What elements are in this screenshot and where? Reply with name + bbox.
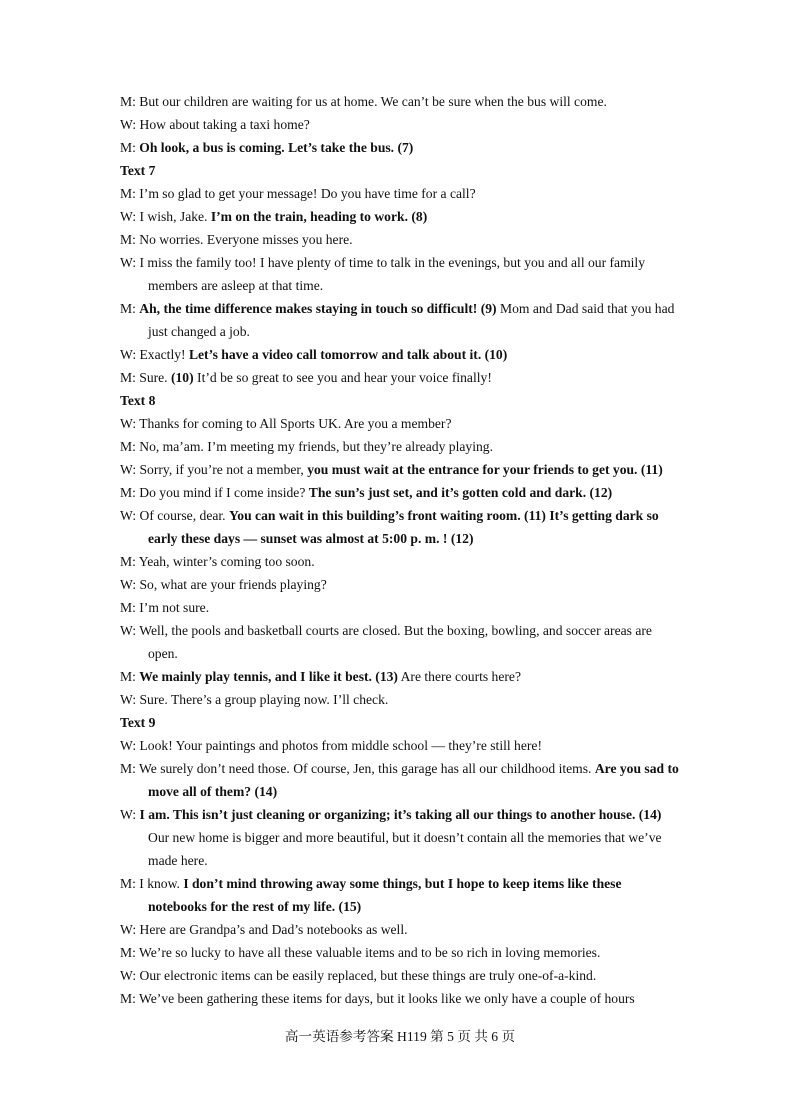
dialogue-text: W: Look! Your paintings and photos from middle school — they’re still here! bbox=[120, 738, 542, 753]
dialogue-line bbox=[120, 228, 682, 251]
dialogue-text: W: Well, the pools and basketball courts are closed. But the boxing, bowling, and soccer areas are open. bbox=[120, 623, 652, 661]
dialogue-line bbox=[120, 619, 682, 665]
dialogue-text: W: Of course, dear. bbox=[120, 508, 229, 523]
dialogue-line bbox=[120, 90, 682, 113]
dialogue-text: Mom and Dad said that you had just changed a job. bbox=[148, 301, 675, 339]
dialogue-line bbox=[120, 987, 682, 1010]
answer-evidence-text: Are you sad to move all of them? (14) bbox=[148, 761, 679, 799]
answer-evidence-text: I don’t mind throwing away some things, but I hope to keep items like these notebooks for the rest of my life. (15) bbox=[148, 876, 622, 914]
answer-evidence-text: you must wait at the entrance for your friends to get you. (11) bbox=[307, 462, 663, 477]
answer-evidence-text: The sun’s just set, and it’s gotten cold and dark. (12) bbox=[308, 485, 613, 500]
dialogue-text: It’d be so great to see you and hear your voice finally! bbox=[193, 370, 492, 385]
dialogue-line bbox=[120, 734, 682, 757]
dialogue-text: M: But our children are waiting for us at home. We can’t be sure when the bus will come. bbox=[120, 94, 607, 109]
dialogue-text: W: Thanks for coming to All Sports UK. Are you a member? bbox=[120, 416, 452, 431]
dialogue-line bbox=[120, 366, 682, 389]
dialogue-line bbox=[120, 964, 682, 987]
dialogue-text: Are there courts here? bbox=[397, 669, 521, 684]
dialogue-text: M: Yeah, winter’s coming too soon. bbox=[120, 554, 315, 569]
dialogue-text: W: Sure. There’s a group playing now. I’ll check. bbox=[120, 692, 389, 707]
dialogue-line bbox=[120, 665, 682, 688]
dialogue-text: W: Here are Grandpa’s and Dad’s notebooks as well. bbox=[120, 922, 408, 937]
dialogue-line bbox=[120, 550, 682, 573]
dialogue-line bbox=[120, 435, 682, 458]
dialogue-text: M: I’m not sure. bbox=[120, 600, 210, 615]
dialogue-text: M: Do you mind if I come inside? bbox=[120, 485, 309, 500]
answer-evidence-text: Text 7 bbox=[120, 163, 156, 178]
dialogue-line bbox=[120, 573, 682, 596]
transcript-body bbox=[120, 90, 682, 1010]
section-heading bbox=[120, 711, 682, 734]
dialogue-text: W: Sorry, if you’re not a member, bbox=[120, 462, 308, 477]
answer-evidence-text: You can wait in this building’s front waiting room. (11) It’s getting dark so early these days — sunset was almost at 5:00 p. m. ! (12) bbox=[148, 508, 659, 546]
section-heading bbox=[120, 159, 682, 182]
section-heading bbox=[120, 389, 682, 412]
answer-evidence-text: Text 9 bbox=[120, 715, 156, 730]
dialogue-text: M: bbox=[120, 669, 140, 684]
dialogue-line bbox=[120, 872, 682, 918]
dialogue-text: M: bbox=[120, 301, 140, 316]
dialogue-line bbox=[120, 113, 682, 136]
dialogue-text: M: I know. bbox=[120, 876, 184, 891]
dialogue-text: M: We surely don’t need those. Of course, Jen, this garage has all our childhood items. bbox=[120, 761, 595, 776]
dialogue-text: W: Exactly! bbox=[120, 347, 189, 362]
dialogue-text: W: bbox=[120, 807, 140, 822]
answer-evidence-text: Text 8 bbox=[120, 393, 156, 408]
answer-evidence-text: I am. This isn’t just cleaning or organizing; it’s taking all our things to another house. (14) bbox=[139, 807, 662, 822]
answer-evidence-text: Ah, the time difference makes staying in touch so difficult! (9) bbox=[139, 301, 497, 316]
answer-evidence-text: Oh look, a bus is coming. Let’s take the bus. (7) bbox=[139, 140, 414, 155]
dialogue-text: M: No, ma’am. I’m meeting my friends, but they’re already playing. bbox=[120, 439, 493, 454]
dialogue-line bbox=[120, 481, 682, 504]
dialogue-text: M: We’re so lucky to have all these valuable items and to be so rich in loving memories. bbox=[120, 945, 601, 960]
dialogue-line bbox=[120, 918, 682, 941]
dialogue-line bbox=[120, 343, 682, 366]
dialogue-text: M: I’m so glad to get your message! Do you have time for a call? bbox=[120, 186, 476, 201]
dialogue-line bbox=[120, 803, 682, 872]
dialogue-line bbox=[120, 182, 682, 205]
dialogue-text: M: We’ve been gathering these items for days, but it looks like we only have a couple of hours bbox=[120, 991, 635, 1006]
dialogue-text: W: How about taking a taxi home? bbox=[120, 117, 310, 132]
dialogue-text: M: No worries. Everyone misses you here. bbox=[120, 232, 353, 247]
dialogue-text: W: I wish, Jake. bbox=[120, 209, 211, 224]
answer-evidence-text: We mainly play tennis, and I like it best. (13) bbox=[139, 669, 398, 684]
dialogue-text: M: Sure. bbox=[120, 370, 171, 385]
dialogue-text: W: Our electronic items can be easily replaced, but these things are truly one-of-a-kind. bbox=[120, 968, 597, 983]
dialogue-line bbox=[120, 688, 682, 711]
dialogue-line bbox=[120, 757, 682, 803]
answer-evidence-text: (10) bbox=[170, 370, 194, 385]
dialogue-text: M: bbox=[120, 140, 140, 155]
answer-evidence-text: I’m on the train, heading to work. (8) bbox=[210, 209, 428, 224]
dialogue-line bbox=[120, 458, 682, 481]
dialogue-text: Our new home is bigger and more beautiful, but it doesn’t contain all the memories that we’ve made here. bbox=[148, 830, 662, 868]
dialogue-line bbox=[120, 596, 682, 619]
dialogue-line bbox=[120, 136, 682, 159]
page-footer: 高一英语参考答案 H119 第 5 页 共 6 页 bbox=[284, 1029, 516, 1044]
answer-evidence-text: Let’s have a video call tomorrow and talk about it. (10) bbox=[188, 347, 508, 362]
dialogue-line bbox=[120, 504, 682, 550]
dialogue-line bbox=[120, 941, 682, 964]
dialogue-line bbox=[120, 412, 682, 435]
dialogue-line bbox=[120, 297, 682, 343]
dialogue-line bbox=[120, 251, 682, 297]
dialogue-text: W: So, what are your friends playing? bbox=[120, 577, 327, 592]
dialogue-text: W: I miss the family too! I have plenty of time to talk in the evenings, but you and all our family members are asleep at that time. bbox=[120, 255, 646, 293]
dialogue-line bbox=[120, 205, 682, 228]
